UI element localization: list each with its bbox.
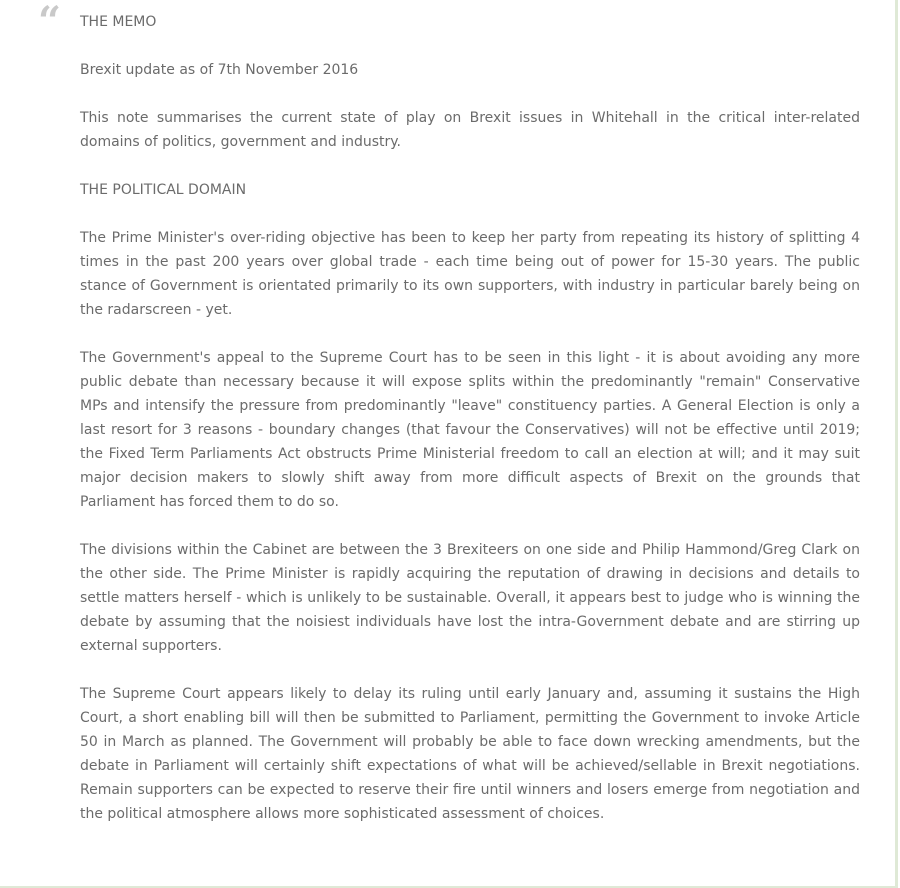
memo-paragraph: The Government's appeal to the Supreme Court has to be seen in this light - it is about avoiding any more public debate than necessary because it will expose splits within the predominantly "remain" Conservative MPs and intensify the pressure from predominantly "leave" constituency parties. A General Election is only a last resort for 3 reasons - boundary changes (that favour the Conservatives) will not be effective until 2019; the Fixed Term Parliaments Act obstructs Prime Ministerial freedom to call an election at will; and it may suit major decision makers to slowly shift away from more difficult aspects of Brexit on the grounds that Parliament has forced them to do so.: [80, 350, 860, 510]
quote-icon: “: [38, 0, 58, 45]
memo-paragraph: The divisions within the Cabinet are between the 3 Brexiteers on one side and Philip Hammond/Greg Clark on the other side. The Prime Minister is rapidly acquiring the reputation of drawing in decisions and details to settle matters herself - which is unlikely to be sustainable. Overall, it appears best to judge who is winning the debate by assuming that the noisiest individuals have lost the intra-Government debate and are stirring up external supporters.: [80, 542, 860, 654]
memo-paragraph: The Supreme Court appears likely to delay its ruling until early January and, assuming it sustains the High Court, a short enabling bill will then be submitted to Parliament, permitting the Government to invoke Article 50 in March as planned. The Government will probably be able to face down wrecking amendments, but the debate in Parliament will certainly shift expectations of what will be achieved/sellable in Brexit negotiations. Remain supporters can be expected to reserve their fire until winners and losers emerge from negotiation and the political atmosphere allows more sophisticated assessment of choices.: [80, 686, 860, 822]
section-heading: THE POLITICAL DOMAIN: [80, 182, 247, 198]
memo-paragraph: The Prime Minister's over-riding objective has been to keep her party from repeating its history of splitting 4 times in the past 200 years over global trade - each time being out of power for 15-30 years. The public stance of Government is orientated primarily to its own supporters, with industry in particular barely being on the radarscreen - yet.: [80, 230, 860, 318]
memo-content: [80, 10, 860, 850]
memo-title: THE MEMO: [80, 14, 157, 30]
memo-intro: This note summarises the current state of play on Brexit issues in Whitehall in the critical inter-related domains of politics, government and industry.: [80, 110, 860, 150]
memo-update-line: Brexit update as of 7th November 2016: [80, 62, 359, 78]
